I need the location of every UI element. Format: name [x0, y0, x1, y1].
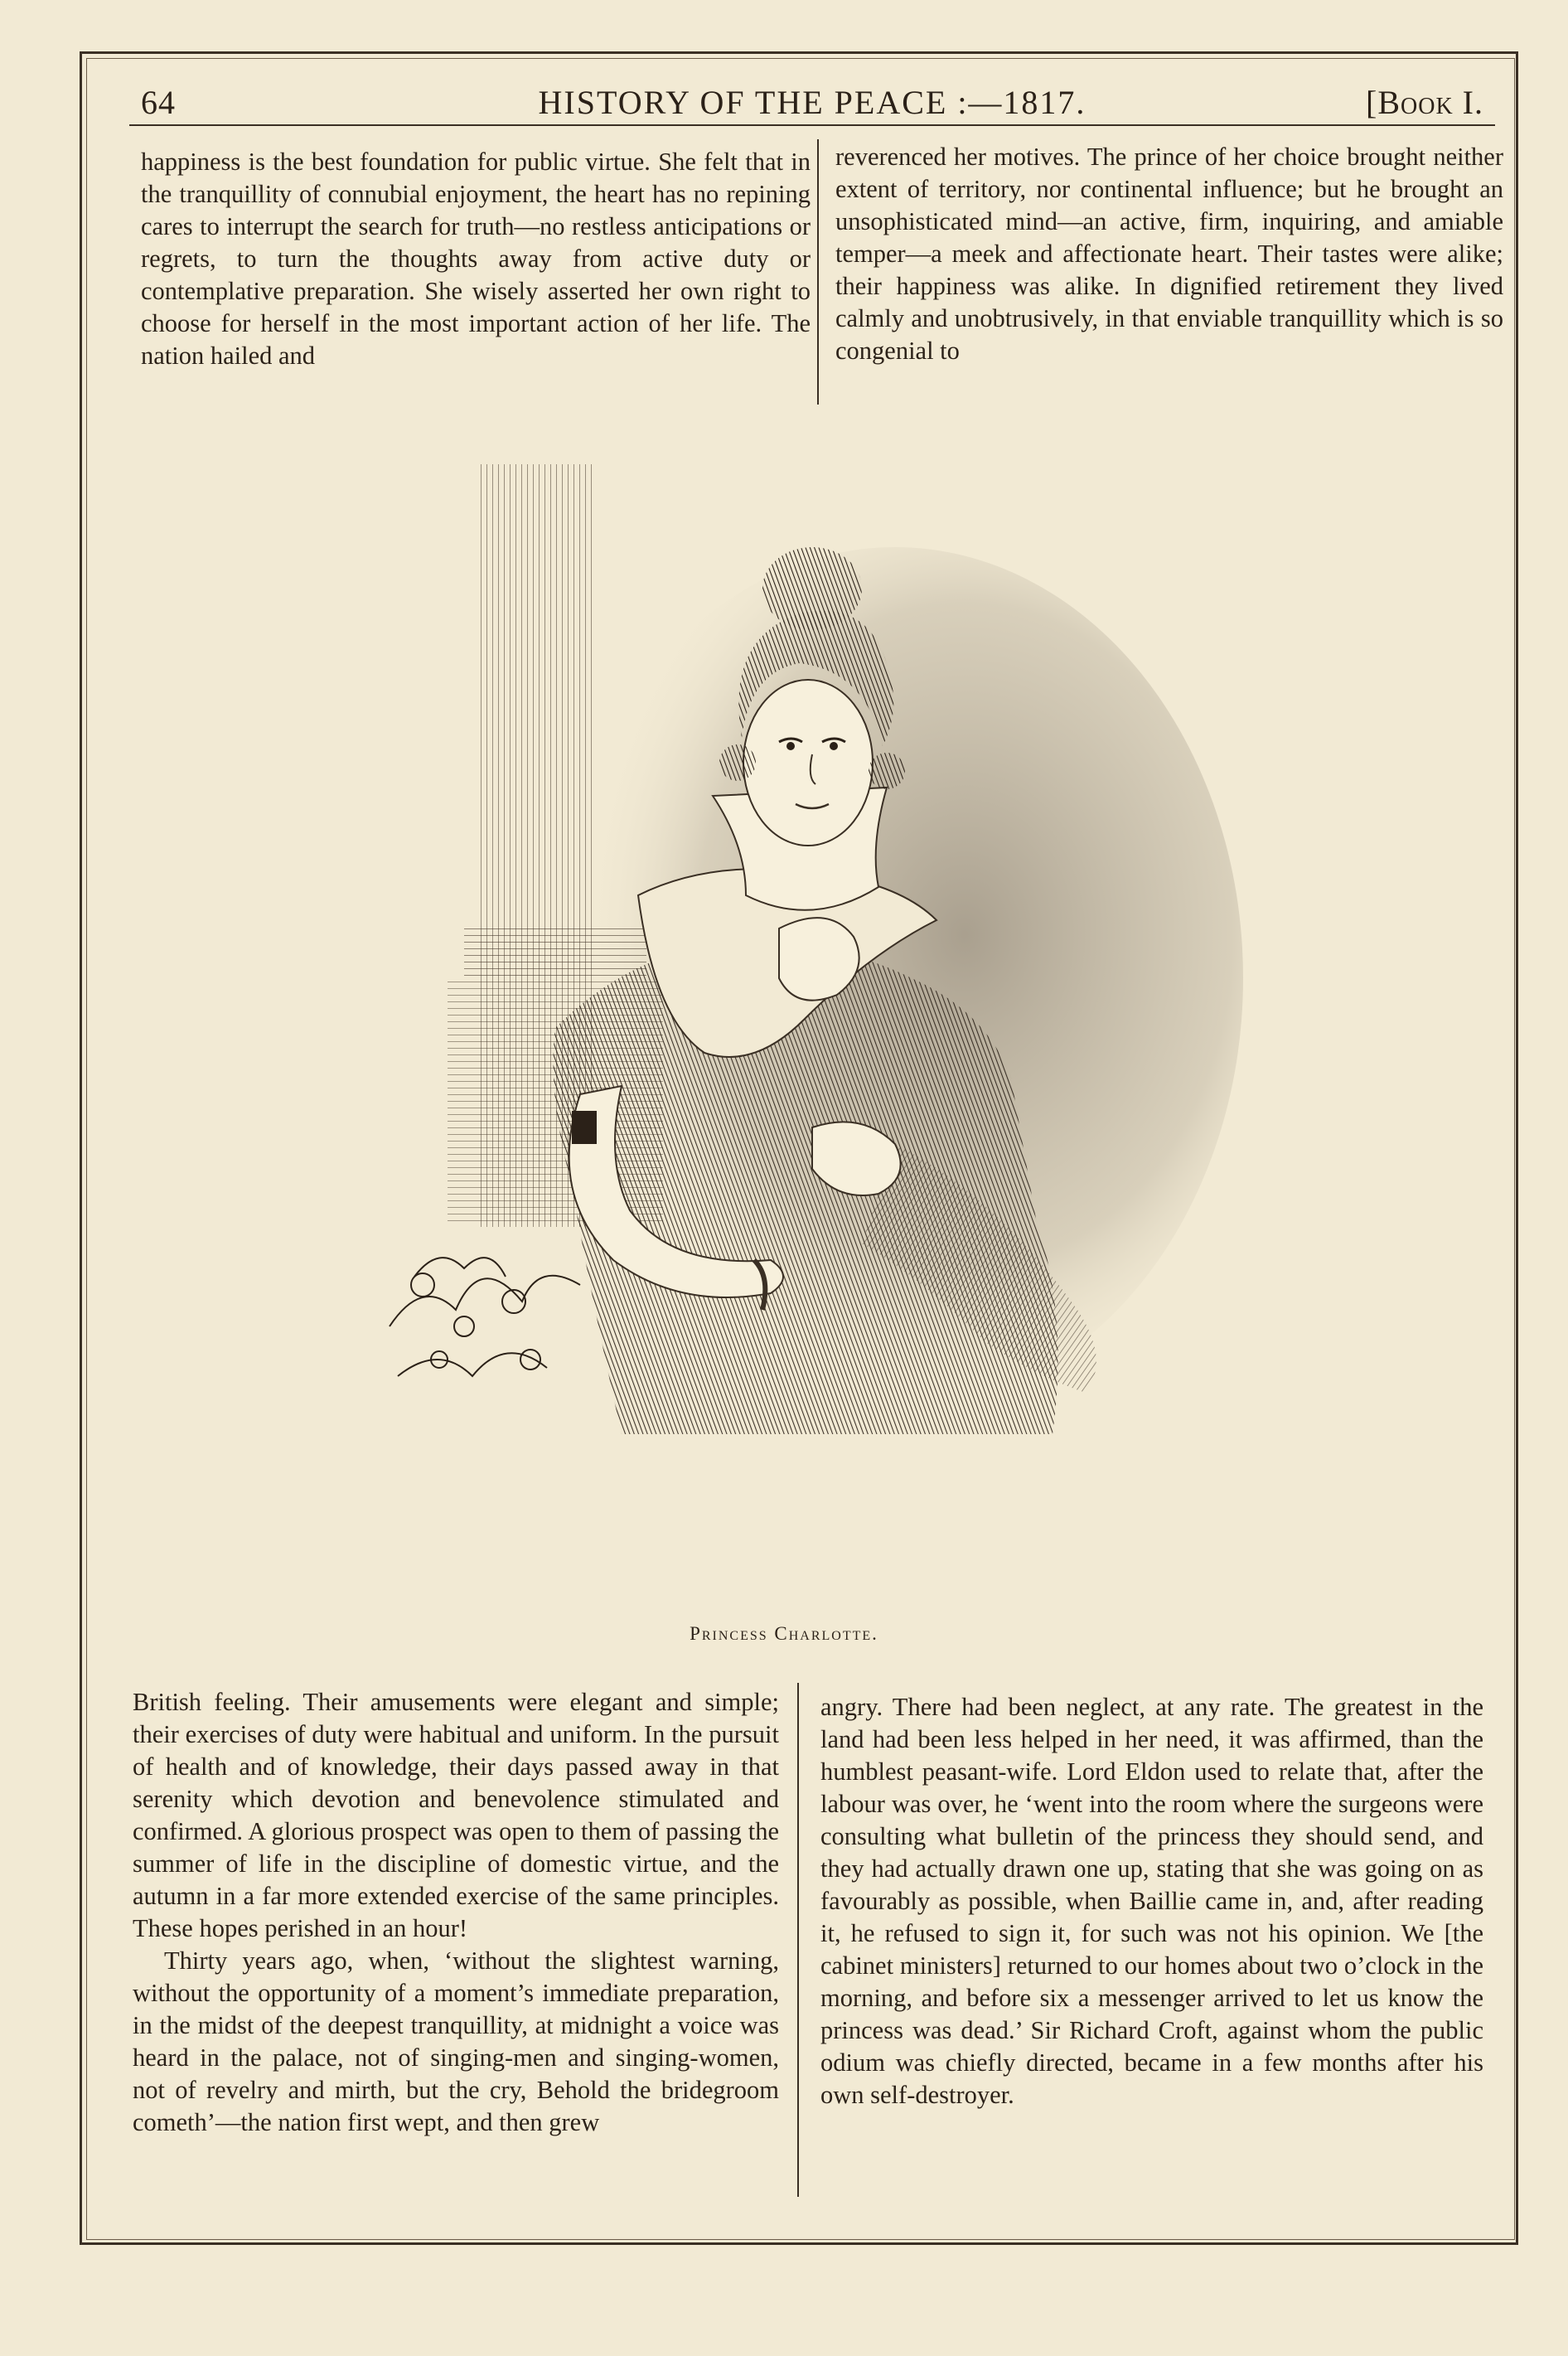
- bottom-left-paragraph-1: British feeling. Their amusements were elegant and simple; their exercises of duty were habitual and uniform. In the pursuit of health and of knowledge, their days passed away in that serenity which devotion and benevolence stimulated and confirmed. A glorious prospect was open to them of passing the summer of life in the discipline of domestic virtue, and the autumn in a far more extended exercise of the same principles. These hopes perished in an hour!: [133, 1688, 779, 1942]
- top-left-column: [141, 146, 811, 372]
- bottom-right-column: [820, 1691, 1483, 2111]
- top-right-paragraph: reverenced her motives. The prince of her choice brought neither extent of territory, nor continental influence; but he brought an unsophisticated mind—an active, firm, inquiring, and amiable temper—a meek and affectionate heart. Their tastes were alike; their happiness was alike. In dignified retirement they lived calmly and unobtrusively, in that enviable tranquillity which is so congenial to: [835, 143, 1503, 365]
- top-right-column: [835, 141, 1503, 367]
- bottom-right-paragraph: angry. There had been neglect, at any rate. The greatest in the land had been less helped in her need, it was affirmed, than the humblest peasant-wife. Lord Eldon used to relate that, after the labour was over, he ‘went into the room where the surgeons were consulting what bulletin of the princess they should send, and they had actually drawn one up, stating that she was going on as favourably as possible, when Baillie came in, and, after reading it, he refused to sign it, for such was not his opinion. We [the cabinet ministers] returned to our homes about two o’clock in the morning, and before six a messenger arrived to let us know the princess was dead.’ Sir Richard Croft, against whom the public odium was chiefly directed, became in a few months after his own self-destroyer.: [820, 1693, 1483, 2109]
- illustration-caption: Princess Charlotte.: [690, 1623, 878, 1644]
- top-left-paragraph: happiness is the best foundation for public virtue. She felt that in the tranquillity of connubial enjoyment, the heart has no repining cares to interrupt the search for truth—no restless anticipations or regrets, to turn the thoughts away from active duty or contemplative preparation. She wisely asserted her own right to choose for herself in the most important action of her life. The nation hailed and: [141, 148, 811, 370]
- princess-charlotte-engraving: [365, 464, 1260, 1575]
- book-label: [Book I.: [1366, 84, 1483, 121]
- bottom-column-divider: [797, 1683, 799, 2197]
- page-number: 64: [141, 84, 176, 121]
- header-rule: [129, 124, 1495, 126]
- running-title: HISTORY OF THE PEACE :—1817.: [538, 84, 1086, 121]
- running-header: [124, 76, 1500, 129]
- bottom-left-paragraph-2: Thirty years ago, when, ‘without the slightest warning, without the opportunity of a moment’s immediate preparation, in the midst of the deepest tranquillity, at midnight a voice was heard in the palace, not of singing-men and singing-women, not of revelry and mirth, but the cry, Behold the bridegroom cometh’—the nation first wept, and then grew: [133, 1946, 779, 2136]
- top-column-divider: [817, 139, 819, 405]
- bottom-left-column: [133, 1686, 779, 2139]
